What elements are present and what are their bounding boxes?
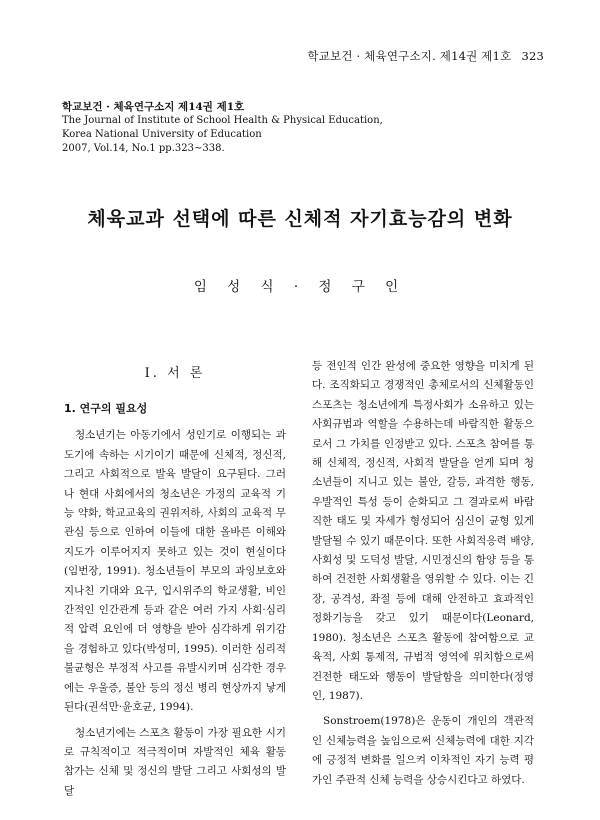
section-heading: Ⅰ. 서 론 xyxy=(144,366,206,381)
article-authors: 임 성 식 · 정 구 인 xyxy=(193,279,407,295)
right-column xyxy=(312,357,534,796)
paragraph: Sonstroem(1978)은 운동이 개인의 객관적인 신체능력을 높임으로써 신체능력에 대한 지각에 긍정적 변화를 일으켜 이차적인 자기 능력 평가인 주관적 신체 능력을 상승시킨다고 하였다. xyxy=(312,715,534,786)
running-head-text: 학교보건 · 체육연구소지. 제14권 제1호 xyxy=(307,49,512,63)
article-title: 체육교과 선택에 따른 신체적 자기효능감의 변화 xyxy=(87,208,513,230)
page-number: 323 xyxy=(521,49,544,63)
journal-university: Korea National University of Education xyxy=(62,129,262,140)
running-head xyxy=(307,48,544,64)
journal-info xyxy=(62,100,383,156)
paragraph: 청소년기에는 스포츠 활동이 가장 필요한 시기로 규칙적이고 적극적이며 자발적인 체육 활동 참가는 신체 및 정신의 발달 그리고 사회성의 발달 xyxy=(64,726,286,797)
journal-korean-title: 학교보건 · 체육연구소지 제14권 제1호 xyxy=(62,101,245,113)
subsection-heading: 1. 연구의 필요성 xyxy=(64,402,148,415)
journal-citation: 2007, Vol.14, No.1 pp.323∼338. xyxy=(62,143,225,154)
paragraph: 청소년기는 아동기에서 성인기로 이행되는 과도기에 속하는 시기이기 때문에 신체적, 정신적, 그리고 사회적으로 발육 발달이 요구된다. 그러나 현대 사회에서의 청소년은 가정의 교육적 기능 약화, 학교교육의 권위저하, 사회의 교육적 무관심 등으로 인하여 이들에 대한 올바른 이해와 지도가 이루어지지 못하고 있는 것이 현실이다(임번장, 1991). 청소년들이 부모의 과잉보호와 지나친 기대와 요구, 입시위주의 학교생활, 비인간적인 인간관계 등과 같은 여러 가지 사회·심리적 압력 요인에 더 영향을 받아 심각하게 위기감을 경험하고 있다(박성미, 1995). 이러한 심리적 불균형은 부정적 사고를 유발시키며 심각한 경우에는 우울증, 불안 등의 정신 병리 현상까지 낳게 된다(권석만·윤호균, 1994). xyxy=(64,429,286,714)
left-column xyxy=(64,355,286,807)
paragraph: 등 전인적 인간 완성에 중요한 영향을 미치게 된다. 조직화되고 경쟁적인 총체로서의 신체활동인 스포츠는 청소년에게 특정사회가 소유하고 있는 사회규범과 역할을 수용하는데 바람직한 활동으로서 그 가치를 인정받고 있다. 스포츠 참여를 통해 신체적, 정신적, 사회적 발달을 얻게 되며 청소년들이 지니고 있는 불안, 갈등, 과격한 행동, 우발적인 특성 등이 순화되고 그 결과로써 바람직한 태도 및 자세가 형성되어 심신이 균형 있게 발달될 수 있기 때문이다. 또한 사회적응력 배양, 사회성 및 도덕성 발달, 시민정신의 함양 등을 통하여 건전한 사회생활을 영위할 수 있다. 이는 긴장, 공격성, 좌절 등에 대해 안전하고 효과적인 정화기능을 갖고 있기 때문이다(Leonard, 1980). 청소년은 스포츠 활동에 참여함으로 교육적, 사회 통제적, 규범적 영역에 위치함으로써 건전한 태도와 행동이 발달함을 의미한다(정영인, 1987). xyxy=(312,360,534,702)
journal-english-title: The Journal of Institute of School Health & Physical Education, xyxy=(62,115,383,126)
